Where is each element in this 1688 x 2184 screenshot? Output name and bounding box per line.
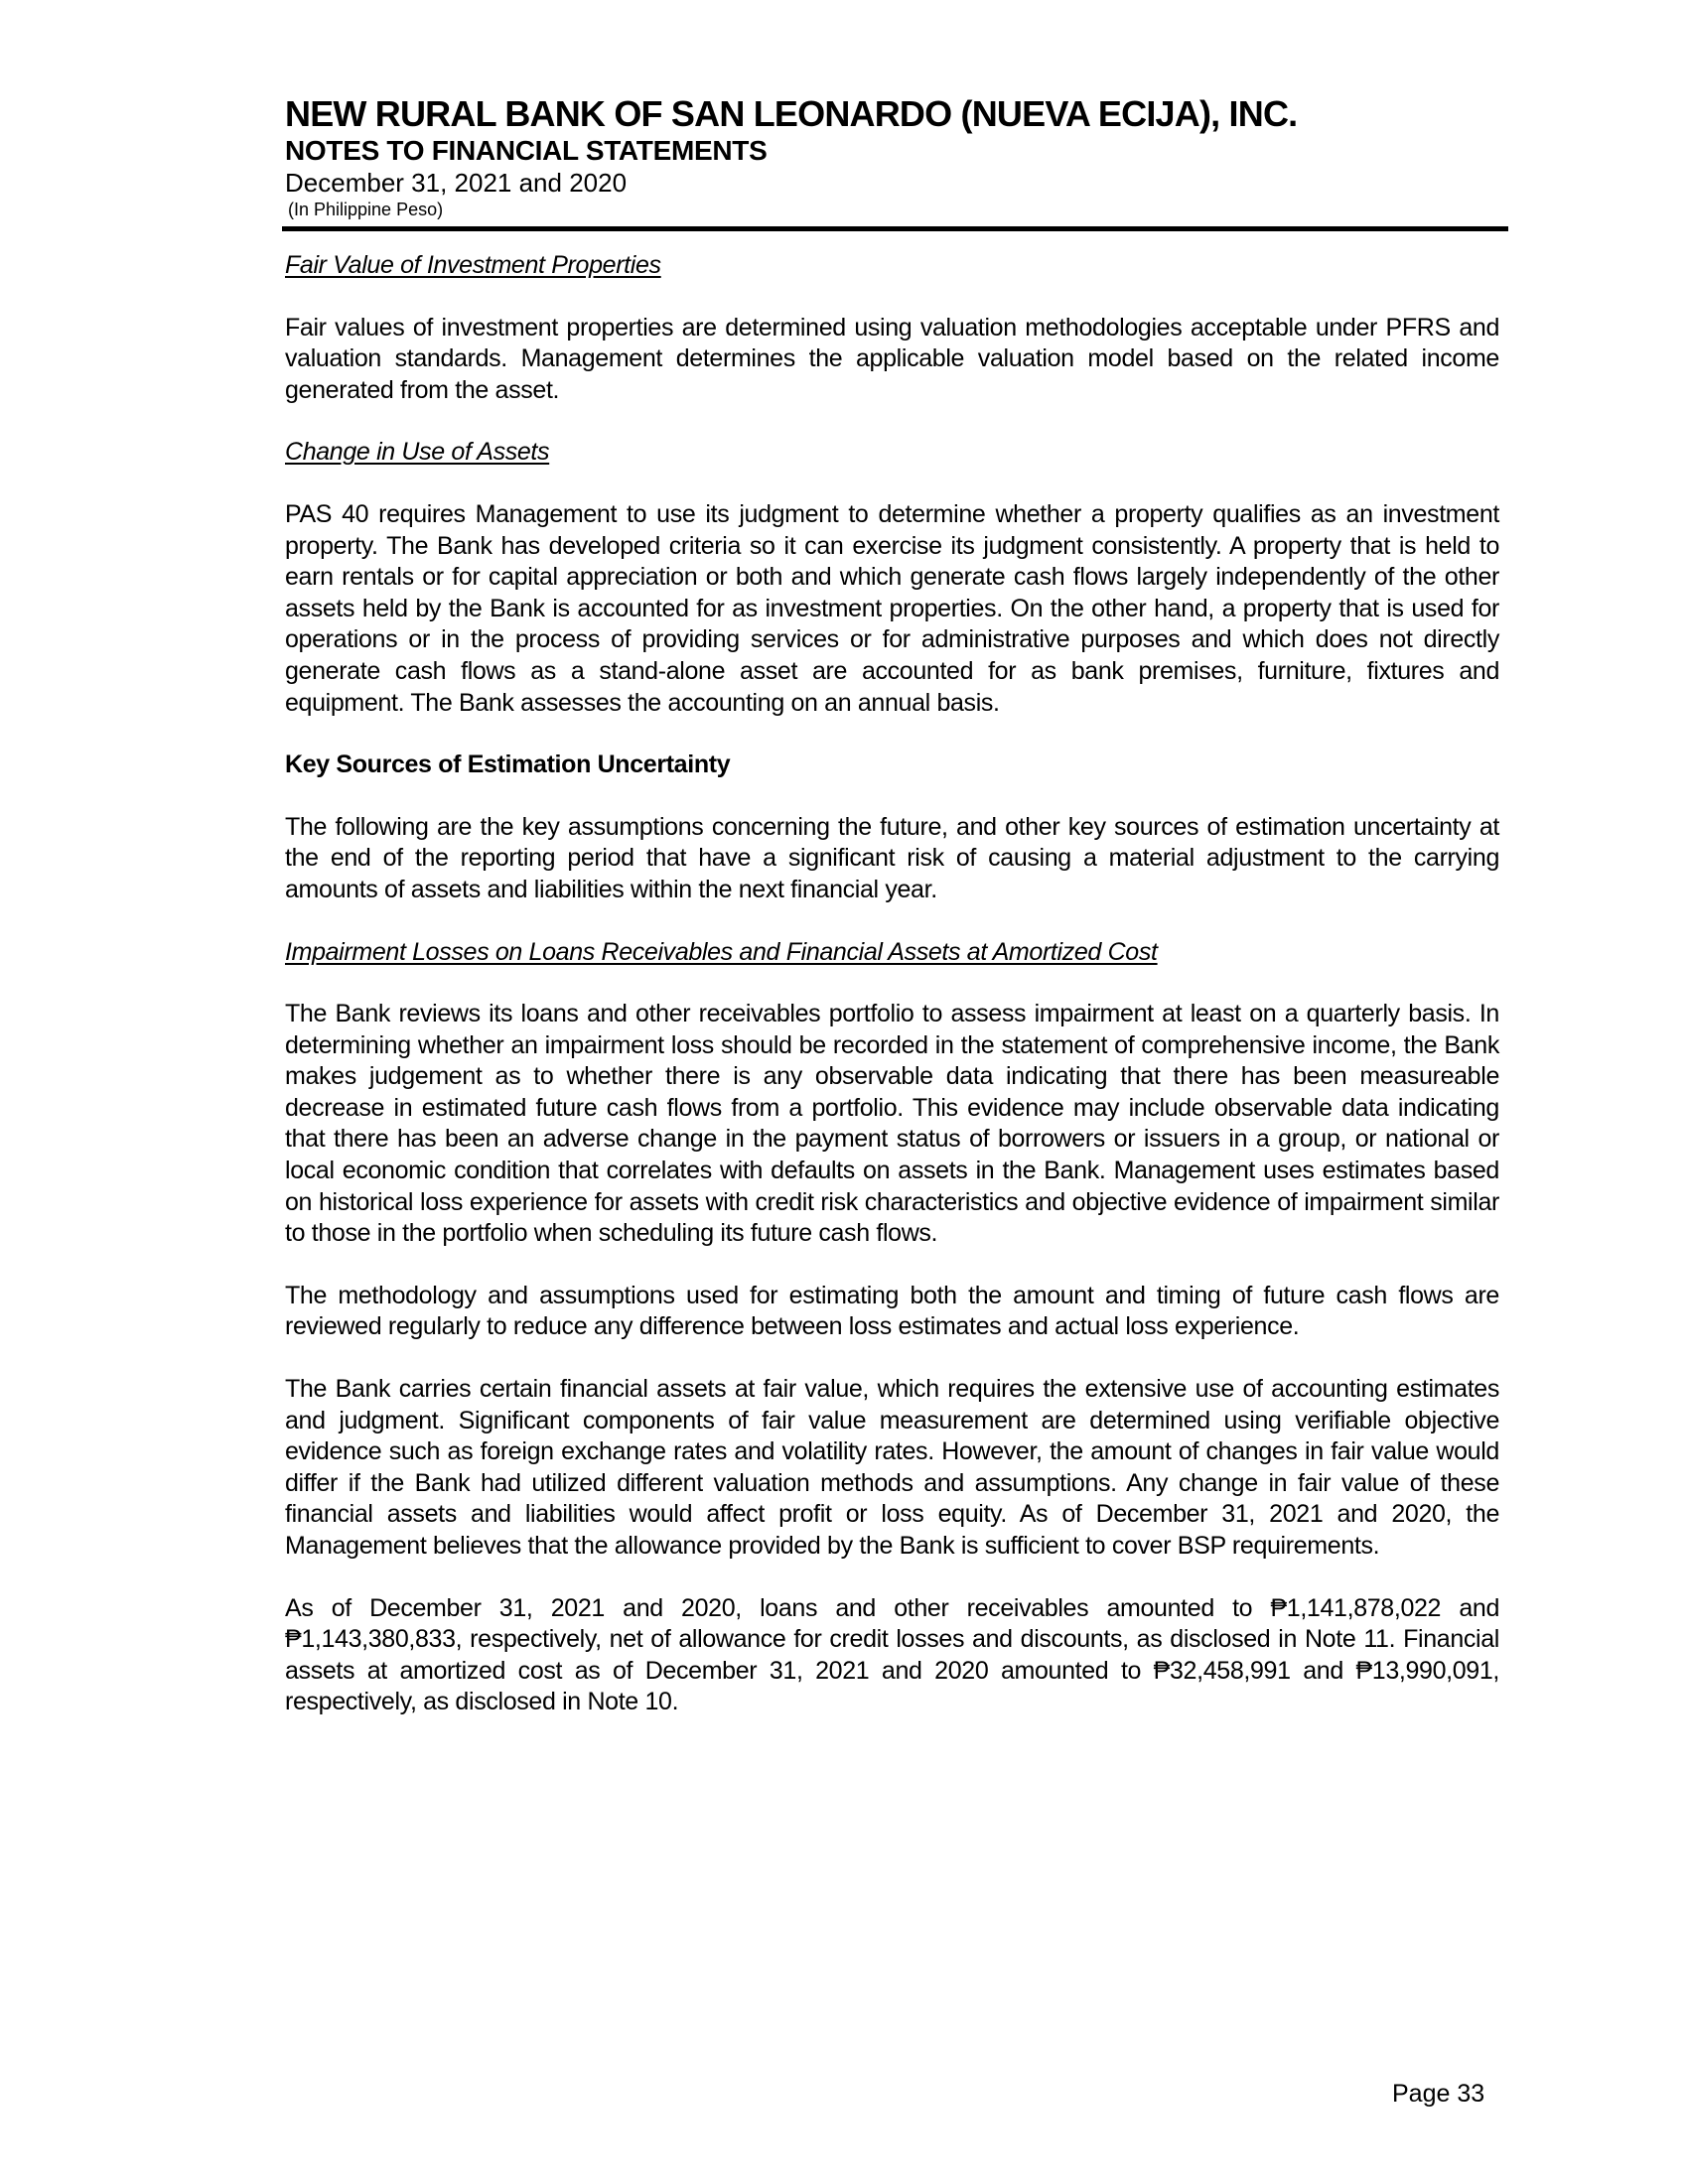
company-name: NEW RURAL BANK OF SAN LEONARDO (NUEVA ECIJA), INC. <box>285 93 1298 134</box>
key-sources-paragraph: The following are the key assumptions concerning the future, and other key sources of estimation uncertainty at the end of the reporting period that have a significant risk of causing a material adjustment to the carrying amounts of assets and liabilities within the next financial year. <box>285 812 1499 903</box>
impairment-paragraph-2: The methodology and assumptions used for estimating both the amount and timing of future cash flows are reviewed regularly to reduce any difference between loss estimates and actual loss experience. <box>285 1281 1499 1341</box>
currency-note: (In Philippine Peso) <box>288 200 444 219</box>
impairment-paragraph-3: The Bank carries certain financial assets at fair value, which requires the extensive use of accounting estimates and judgment. Significant components of fair value measurement are determined using verifiable objective evidence such as foreign exchange rates and volatility rates. However, the amount of changes in fair value would differ if the Bank had utilized different valuation methods and assumptions. Any change in fair value of these financial assets and liabilities would affect profit or loss equity. As of December 31, 2021 and 2020, the Management believes that the allowance provided by the Bank is sufficient to cover BSP requirements. <box>285 1375 1499 1560</box>
change-in-use-paragraph: PAS 40 requires Management to use its judgment to determine whether a property qualifies as an investment property. The Bank has developed criteria so it can exercise its judgment consistently. A property that is held to earn rentals or for capital appreciation or both and which generate cash flows largely independently of the other assets held by the Bank is accounted for as investment properties. On the other hand, a property that is used for operations or in the process of providing services or for administrative purposes and which does not directly generate cash flows as a stand-alone asset are accounted for as bank premises, furniture, fixtures and equipment. The Bank assesses the accounting on an annual basis. <box>285 499 1499 717</box>
change-in-use-heading: Change in Use of Assets <box>285 438 550 467</box>
page-header <box>285 93 1508 220</box>
document-body <box>285 250 1499 1749</box>
key-sources-heading: Key Sources of Estimation Uncertainty <box>285 751 731 779</box>
reporting-period: December 31, 2021 and 2020 <box>285 168 628 198</box>
header-divider <box>282 226 1508 231</box>
impairment-paragraph-1: The Bank reviews its loans and other receivables portfolio to assess impairment at least on a quarterly basis. In determining whether an impairment loss should be recorded in the statement of comprehensive income, the Bank makes judgement as to whether there is any observable data indicating that there has been measureable decrease in estimated future cash flows from a portfolio. This evidence may include observable data indicating that there has been an adverse change in the payment status of borrowers or issuers in a group, or national or local economic condition that correlates with defaults on assets in the Bank. Management uses estimates based on historical loss experience for assets with credit risk characteristics and objective evidence of impairment similar to those in the portfolio when scheduling its future cash flows. <box>285 1000 1499 1248</box>
impairment-heading: Impairment Losses on Loans Receivables and Financial Assets at Amortized Cost <box>285 937 1158 966</box>
impairment-paragraph-4: As of December 31, 2021 and 2020, loans and other receivables amounted to ₱1,141,878,022 and ₱1,143,380,833, respectively, net of allowance for credit losses and discounts, as disclosed in Note 11. Financial assets at amortized cost as of December 31, 2021 and 2020 amounted to ₱32,458,991 and ₱13,990,091, respectively, as disclosed in Note 10. <box>285 1593 1499 1716</box>
statement-title: NOTES TO FINANCIAL STATEMENTS <box>285 135 768 166</box>
fair-value-heading: Fair Value of Investment Properties <box>285 251 661 279</box>
page-number: Page 33 <box>1392 2080 1485 2108</box>
fair-value-paragraph: Fair values of investment properties are determined using valuation methodologies acceptable under PFRS and valuation standards. Management determines the applicable valuation model based on the related income generated from the asset. <box>285 313 1499 404</box>
